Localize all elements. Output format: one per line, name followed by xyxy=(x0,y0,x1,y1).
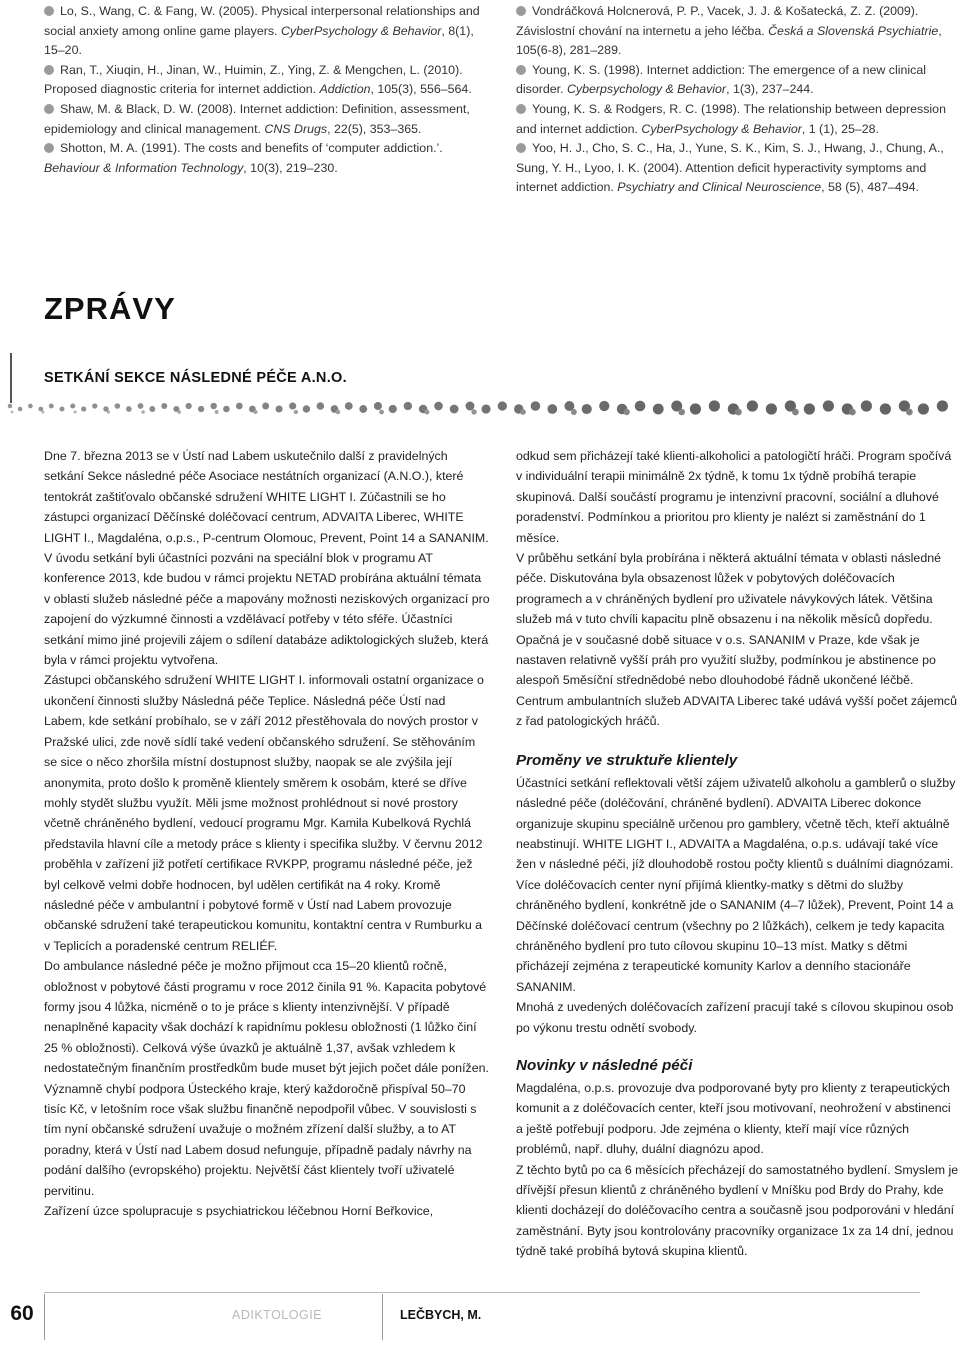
decorative-dot xyxy=(766,403,777,414)
decorative-dot xyxy=(937,400,948,411)
decorative-dot xyxy=(149,406,155,412)
decorative-dot xyxy=(792,409,799,416)
decorative-dot xyxy=(624,409,630,415)
decorative-dot xyxy=(115,403,121,409)
decorative-dot xyxy=(215,410,219,414)
references-left-column xyxy=(44,2,480,178)
decorative-dot xyxy=(450,405,459,414)
decorative-dot xyxy=(635,401,646,412)
decorative-dot xyxy=(107,410,110,413)
article-paragraph: Centrum ambulantních služeb ADVAITA Liberec také udává vyšší počet zájemců z řad patologických hráčů. xyxy=(516,693,958,729)
bullet-icon xyxy=(44,65,54,75)
decorative-dot xyxy=(336,410,341,415)
decorative-dot xyxy=(389,405,397,413)
decorative-dot xyxy=(906,409,913,416)
decorative-dot xyxy=(747,400,758,411)
decorative-dot xyxy=(582,404,592,414)
decorative-dot xyxy=(709,400,720,411)
decorative-dot xyxy=(276,405,283,412)
article-paragraph: V průběhu setkání byla probírána i některá aktuální témata v oblasti následné péče. Diskutována byla obsazenost lůžek v pobytových doléčovacích programech a v chráněných bydlení pro uživatele návykových látek. Většina služeb má v tuto chvíli kapacitu plně obsazenu i na několik měsíců dopředu. Opačná je v současné době situace v o.s. SANANIM v Praze, kde však je nastaven relativně vyšší práh pro využití služby, podmínkou je abstinence po alespoň 5měsíční střednědobé nebo dlouhodobé řádně ukončené léčbě. xyxy=(516,551,941,688)
article-paragraph: Magdaléna, o.p.s. provozuje dva podporované byty pro klienty z terapeutických komunit a z doléčovacích center, kteří jsou motivovaní, neohrožení v abstinenci a ještě potřebují podporu. Jde zejména o klienty, kteří mají více různých problémů, např. dluhy, duální diagnózu apod. xyxy=(516,1080,951,1157)
article-paragraph: Účastníci setkání reflektovali větší zájem uživatelů alkoholu a gamblerů o služby následné péče (doléčování, chráněné bydlení). ADVAITA Liberec dokonce organizuje skupinu speciálně určenou pro gamblery, včetně těch, kteří aktuálně neabstinují. WHITE LIGHT I., ADVAITA a Magdaléna, o.p.s. udávají také více žen v následné péči, jíž dlouhodobě rostou počty klientů s duálními diagnózami. Více doléčovacích center nyní přijímá klientky-matky s dětmi do služby chráněného bydlení, konkrétně jde o SANANIM (4–7 lůžek), Prevent, Point 14 a Děčínské doléčovací centrum (všechny po 2 lůžkách), celkem je tedy kapacita chráněného bydlení pro tuto cílovou skupinu 10–13 míst. Matky s dětmi přicházejí zejména z terapeutické komunity Karlov a denního stacionáře SANANIM. xyxy=(516,775,956,994)
decorative-dot xyxy=(74,410,77,413)
decorative-dot xyxy=(210,403,216,409)
decorative-dot xyxy=(236,403,243,410)
bullet-icon xyxy=(516,6,526,16)
decorative-dot xyxy=(81,406,86,411)
article-paragraph: Zástupci občanského sdružení WHITE LIGHT I. informovali ostatní organizace o ukončení činnosti služby Následná péče Teplice. Následná péče Ústí nad Labem, kde setkání probíhalo, se v září 2012 přestěhovala do nových prostor v Pražské ulici, zde nově sídlí také vedení občanského sdružení. Se stěhováním se sice o něco zhoršila místní dostupnost služby, naopak se ale zvýšila její anonymita, proto došlo k proměně klientely směrem k osobám, které se dříve mohly stydět službu využít. Měli jsme možnost prohlédnout si nové prostory včetně chráněného bydlení, vedoucí programu Mgr. Kamila Kubelková Rychlá představila hlavní cíle a metody práce s klienty i specifika služby. V červnu 2012 proběhla v zařízení již potřetí certifikace RVKPP, programu následné péče, jež byl celkově velmi dobře hodnocen, byl udělen certifikát na 4 roky. Kromě následné péče v ambulantní i pobytové formě v Ústí nad Labem provozuje občanské sdružení také terapeutickou komunitu, kontaktní centra v Rumburku a v Teplicích a poradenské centrum RELIÉF. xyxy=(44,673,484,953)
reference-entry: Shotton, M. A. (1991). The costs and benefits of ‘computer addiction.’. Behaviour & Information Technology, 10(3), 219–230. xyxy=(44,141,443,175)
page-footer xyxy=(0,1292,960,1342)
decorative-dot xyxy=(223,406,230,413)
decorative-dot xyxy=(471,409,476,414)
decorative-dot xyxy=(599,401,609,411)
decorative-dot xyxy=(498,401,507,410)
article-left-column xyxy=(44,446,490,1221)
bullet-icon xyxy=(516,65,526,75)
subsection-title: SETKÁNÍ SEKCE NÁSLEDNÉ PÉČE A.N.O. xyxy=(44,370,347,386)
decorative-dot xyxy=(141,410,144,413)
heading-klientela: Proměny ve struktuře klientely xyxy=(516,751,738,769)
bullet-icon xyxy=(44,104,54,114)
decorative-dot xyxy=(481,404,490,413)
decorative-dot xyxy=(126,406,132,412)
article-paragraph: Zařízení úzce spolupracuje s psychiatrickou léčebnou Horní Beřkovice, xyxy=(44,1204,434,1219)
decorative-dot xyxy=(345,402,353,410)
references-right-column xyxy=(516,2,960,198)
decorative-dot xyxy=(11,411,14,414)
decorative-dot xyxy=(49,404,54,409)
decorative-dot xyxy=(690,403,701,414)
decorative-dot xyxy=(424,409,429,414)
decorative-dot xyxy=(653,404,664,415)
article-paragraph: odkud sem přicházejí také klienti-alkoholici a patologičtí hráči. Program spočívá v individuální terapii minimálně 2x týdně, k tomu 1x týdně probíhá terapie skupinová. Další součástí programu je intenzivní pracovní, sociální a dluhové poradenství. Podmínkou a prioritou pro klienty je nalézt si zaměstnání do 1 měsíce. xyxy=(516,449,952,545)
decorative-dot xyxy=(404,402,412,410)
heading-novinky: Novinky v následné péči xyxy=(516,1056,693,1074)
decorative-dot xyxy=(735,409,742,416)
decorative-dot xyxy=(359,405,367,413)
decorative-dot xyxy=(434,402,443,411)
decorative-dot-band xyxy=(0,398,960,420)
bullet-icon xyxy=(516,104,526,114)
decorative-dot xyxy=(161,403,167,409)
article-paragraph: Z těchto bytů po ca 6 měsících přecházejí do samostatného bydlení. Smyslem je dřívější přesun klientů z chráněného bydlení v Mníšku pod Brdy do Prahy, kde klienti docházejí do doléčovacího centra a současně jsou podporováni v hledání zaměstnání. Byty jsou kontrolovány pracovníky organizace 1x za 14 dní, jednou týdně také probíhá bytová skupina klientů. xyxy=(516,1162,959,1259)
footer-separator xyxy=(44,1294,45,1340)
decorative-dot xyxy=(303,405,310,412)
decorative-dot xyxy=(678,409,685,416)
decorative-dot xyxy=(571,409,577,415)
decorative-dot xyxy=(374,402,382,410)
decorative-dot xyxy=(918,403,929,414)
decorative-dot xyxy=(138,403,144,409)
reference-entry: Young, K. S. & Rodgers, R. C. (1998). The relationship between depression and internet addiction. CyberPsychology & Behavior, 1 (1), 25–28. xyxy=(516,101,946,136)
decorative-dot xyxy=(531,401,541,411)
decorative-dot xyxy=(70,403,75,408)
decorative-dot xyxy=(186,403,192,409)
section-marker-bar xyxy=(10,353,12,403)
reference-entry: Yoo, H. J., Cho, S. C., Ha, J., Yune, S. K., Kim, S. J., Hwang, J., Chung, A., Sung, Y. H., Lyoo, I. K. (2004). Attention deficit hyperactivity symptoms and internet addiction. Psychiatry and Clinical Neuroscience, 58 (5), 487–494. xyxy=(516,141,944,195)
decorative-dot xyxy=(880,403,891,414)
decorative-dot xyxy=(92,403,97,408)
decorative-dot xyxy=(8,404,12,408)
article-paragraph: V úvodu setkání byli účastníci pozváni na speciální blok v programu AT konference 2013, kde budou v rámci projektu NETAD probírána aktuální témata v oblasti služeb následné péče a mapovány možnosti neziskových organizací pro zapojení do výzkumné činnosti a vzdělávací potřeby v této sféře. Účastníci setkání mimo jiné projevili zájem o sdílení databáze adiktologických služeb, která byla v rámci projektu vytvořena. xyxy=(44,551,490,668)
decorative-dot xyxy=(466,402,475,411)
decorative-dot xyxy=(177,410,181,414)
decorative-dot xyxy=(520,409,526,415)
reference-entry: Lo, S., Wang, C. & Fang, W. (2005). Physical interpersonal relationships and social anxiety among online game players. CyberPsychology & Behavior, 8(1), 15–20. xyxy=(44,4,480,58)
article-right-column xyxy=(516,446,960,1262)
section-title: ZPRÁVY xyxy=(44,291,176,326)
bullet-icon xyxy=(44,6,54,16)
decorative-dot xyxy=(379,410,384,415)
reference-entry: Young, K. S. (1998). Internet addiction: The emergence of a new clinical disorder. Cyberpsychology & Behavior, 1(3), 237–244. xyxy=(516,62,926,97)
bullet-icon xyxy=(44,143,54,153)
article-paragraph: Mnohá z uvedených doléčovacích zařízení pracují také s cílovou skupinou osob po výkonu trestu odnětí svobody. xyxy=(516,1000,954,1035)
decorative-dot xyxy=(262,403,269,410)
footer-separator xyxy=(382,1294,383,1340)
decorative-dot xyxy=(59,406,64,411)
journal-name: ADIKTOLOGIE xyxy=(232,1308,323,1322)
reference-entry: Ran, T., Xiuqin, H., Jinan, W., Huimin, Z., Ying, Z. & Mengchen, L. (2010). Proposed diagnostic criteria for internet addiction. Addiction, 105(3), 556–564. xyxy=(44,62,472,97)
footer-rule xyxy=(44,1292,920,1293)
decorative-dot xyxy=(547,404,557,414)
article-paragraph: Do ambulance následné péče je možno přijmout cca 15–20 klientů ročně, obložnost v pobytové části programu v roce 2012 činila 91 %. Kapacita pobytové formy jsou 4 lůžka, nicméně o to je práce s klienty intenzivnější. V případě nenaplněné kapacity však dochází k rapidnímu poklesu obložnosti (1 lůžko činí 25 % obložnosti). Celková výše úvazků je aktuálně 1,37, avšak vzhledem k nedostatečným finančním prostředkům bude muset být jejich počet dále ponížen. Významně chybí podpora Ústeckého kraje, který každoročně přispíval 50–70 tisíc Kč, v letošním roce však službu finančně nepodpořil vůbec. V souvislosti s tím nyní občanské sdružení uvažuje o možném zřízení další služby, a to AT poradny, která v Ústí nad Labem dosud nefunguje, případně padaly návrhy na podání dalšího (evropského) projektu. Největší část klientely tvoří uživatelé pervitinu. xyxy=(44,959,489,1198)
reference-entry: Vondráčková Holcnerová, P. P., Vacek, J. J. & Košatecká, Z. Z. (2009). Závislostní chování na internetu a jeho léčba. Česká a Slovenská Psychiatrie, 105(6-8), 281–289. xyxy=(516,4,942,58)
reference-entry: Shaw, M. & Black, D. W. (2008). Internet addiction: Definition, assessment, epidemiology and clinical management. CNS Drugs, 22(5), 353–365. xyxy=(44,101,470,136)
author-name: LEČBYCH, M. xyxy=(400,1308,482,1322)
decorative-dot xyxy=(18,407,23,412)
decorative-dot xyxy=(41,411,44,414)
decorative-dot xyxy=(861,400,872,411)
decorative-dot xyxy=(253,410,257,414)
decorative-dot xyxy=(28,404,33,409)
page-number: 60 xyxy=(10,1302,34,1325)
decorative-dot xyxy=(198,406,204,412)
bullet-icon xyxy=(516,143,526,153)
decorative-dot xyxy=(317,402,325,410)
decorative-dot xyxy=(849,409,856,416)
decorative-dot xyxy=(289,402,296,409)
decorative-dot xyxy=(804,403,815,414)
decorative-dot xyxy=(294,410,298,414)
decorative-dot xyxy=(823,400,834,411)
article-paragraph: Dne 7. března 2013 se v Ústí nad Labem uskutečnilo další z pravidelných setkání Sekce následné péče Asociace nestátních organizací (A.N.O.), které tentokrát zaštiťovalo občanské sdružení WHITE LIGHT I. Zúčastnili se ho zástupci organizací Děčínské doléčovací centrum, ADVAITA Liberec, WHITE LIGHT I., Magdaléna, o.p.s., P-centrum Olomouc, Prevent, Point 14 a SANANIM. xyxy=(44,449,489,545)
